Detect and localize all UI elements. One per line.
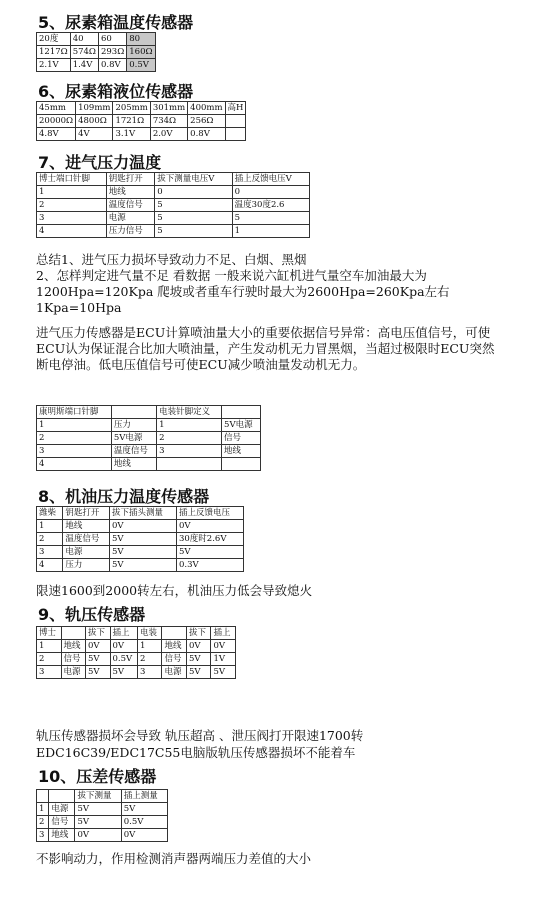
table-cell: 拔下 bbox=[86, 627, 111, 640]
table-cell: 256Ω bbox=[188, 115, 225, 128]
table-cell: 信号 bbox=[49, 816, 75, 829]
table-cell: 5V bbox=[176, 546, 243, 559]
table-cell: 5V bbox=[186, 666, 211, 679]
table-cell: 4V bbox=[76, 128, 113, 141]
table-cell: 3.1V bbox=[113, 128, 150, 141]
table-cell: 2 bbox=[37, 533, 63, 546]
table-cell: 0V bbox=[86, 640, 111, 653]
table-cell: 160Ω bbox=[127, 46, 155, 59]
table-cell: 5V电源 bbox=[222, 419, 261, 432]
table-cell: 插上反馈电压V bbox=[232, 173, 309, 186]
table-cell: 电源 bbox=[63, 546, 110, 559]
rail-pressure-note-2: EDC16C39/EDC17C55电脑版轨压传感器损坏不能着车 bbox=[36, 745, 356, 760]
table-cell: 20度 bbox=[37, 33, 71, 46]
table-cell: 拔下测量 bbox=[75, 790, 121, 803]
table-cell: 地线 bbox=[63, 520, 110, 533]
table-cell: 1 bbox=[37, 419, 112, 432]
table-cell: 高H bbox=[225, 102, 246, 115]
table-cell: 5 bbox=[232, 212, 309, 225]
rail-pressure-table bbox=[36, 626, 236, 679]
urea-temp-table bbox=[36, 32, 156, 72]
table-cell: 信号 bbox=[222, 432, 261, 445]
table-cell: 电源 bbox=[61, 666, 86, 679]
table-cell: 博士端口针脚 bbox=[37, 173, 107, 186]
summary-line-1: 总结1、进气压力损坏导致动力不足、白烟、黑烟 bbox=[36, 252, 307, 267]
table-cell: 2 bbox=[157, 432, 222, 445]
table-cell: 0V bbox=[211, 640, 236, 653]
table-cell: 电源 bbox=[49, 803, 75, 816]
table-cell: 压力 bbox=[111, 419, 156, 432]
table-cell: 地线 bbox=[106, 186, 155, 199]
table-cell: 拔下测量电压V bbox=[155, 173, 232, 186]
table-cell: 0V bbox=[75, 829, 121, 842]
table-cell: 1721Ω bbox=[113, 115, 150, 128]
differential-pressure-table bbox=[36, 789, 168, 842]
table-cell: 5 bbox=[155, 212, 232, 225]
table-cell: 2 bbox=[37, 816, 49, 829]
table-cell: 插上 bbox=[211, 627, 236, 640]
table-cell: 0.8V bbox=[98, 59, 126, 72]
intake-pressure-explanation: 进气压力传感器是ECU计算喷油量大小的重要依据信号异常：高电压值信号，可使ECU认为保证混合比加大喷油量，产生发动机无力冒黑烟，当超过极限时ECU突然断电停油。低电压值信号可使ECU减少喷油量发动机无力。 bbox=[36, 325, 495, 372]
table-cell: 0.8V bbox=[188, 128, 225, 141]
table-cell: 3 bbox=[37, 829, 49, 842]
table-cell: 2.0V bbox=[150, 128, 187, 141]
table-cell: 电源 bbox=[106, 212, 155, 225]
table-cell: 5V bbox=[110, 666, 137, 679]
table-cell: 4 bbox=[37, 458, 112, 471]
table-cell: 电装 bbox=[137, 627, 162, 640]
table-cell bbox=[157, 458, 222, 471]
table-cell: 插上反馈电压 bbox=[176, 507, 243, 520]
rail-pressure-note-1: 轨压传感器损坏会导致 轨压超高 、泄压阀打开限速1700转 bbox=[36, 728, 364, 743]
table-cell: 插上 bbox=[110, 627, 137, 640]
table-cell: 3 bbox=[157, 445, 222, 458]
table-cell: 5V bbox=[86, 653, 111, 666]
table-cell: 1.4V bbox=[70, 59, 98, 72]
table-cell: 4.8V bbox=[37, 128, 76, 141]
table-cell bbox=[37, 790, 49, 803]
table-cell: 5V bbox=[109, 559, 176, 572]
table-cell: 钥匙打开 bbox=[106, 173, 155, 186]
table-cell: 0.3V bbox=[176, 559, 243, 572]
table-cell: 5V bbox=[109, 546, 176, 559]
table-cell: 3 bbox=[37, 546, 63, 559]
table-cell: 45mm bbox=[37, 102, 76, 115]
table-cell: 温度信号 bbox=[63, 533, 110, 546]
table-cell: 拔下插头测量 bbox=[109, 507, 176, 520]
table-cell: 0.5V bbox=[110, 653, 137, 666]
table-cell: 潍柴 bbox=[37, 507, 63, 520]
summary-line-2: 2、怎样判定进气量不足 看数据 一般来说六缸机进气量空车加油最大为1200Hpa=120Kpa 爬坡或者重车行驶时最大为2600Hpa=260Kpa左右 1Kpa=10Hpa bbox=[36, 268, 450, 315]
table-cell: 3 bbox=[137, 666, 162, 679]
section-5-title: 5、尿素箱温度传感器 bbox=[38, 13, 194, 32]
cummins-denso-pin-table bbox=[36, 405, 261, 471]
table-cell: 40 bbox=[70, 33, 98, 46]
table-cell: 1 bbox=[157, 419, 222, 432]
differential-pressure-note: 不影响动力，作用检测消声器两端压力差值的大小 bbox=[36, 851, 312, 866]
table-cell: 1217Ω bbox=[37, 46, 71, 59]
table-cell: 109mm bbox=[76, 102, 113, 115]
table-cell: 0V bbox=[110, 640, 137, 653]
table-cell: 地线 bbox=[49, 829, 75, 842]
table-cell: 5 bbox=[155, 199, 232, 212]
table-cell: 293Ω bbox=[98, 46, 126, 59]
table-cell: 5V bbox=[186, 653, 211, 666]
table-cell: 0V bbox=[176, 520, 243, 533]
table-cell: 1 bbox=[37, 640, 62, 653]
table-cell: 2 bbox=[37, 199, 107, 212]
oil-pressure-table bbox=[36, 506, 244, 572]
table-cell: 80 bbox=[127, 33, 155, 46]
table-cell bbox=[222, 458, 261, 471]
table-cell: 压力 bbox=[63, 559, 110, 572]
table-cell: 1 bbox=[37, 520, 63, 533]
section-8-title: 8、机油压力温度传感器 bbox=[38, 487, 210, 506]
table-cell: 康明斯端口针脚 bbox=[37, 406, 112, 419]
table-cell: 2 bbox=[37, 432, 112, 445]
table-cell: 地线 bbox=[222, 445, 261, 458]
table-cell: 0 bbox=[155, 186, 232, 199]
table-cell: 0V bbox=[121, 829, 167, 842]
oil-pressure-note: 限速1600到2000转左右，机油压力低会导致熄火 bbox=[36, 583, 313, 598]
table-cell: 插上测量 bbox=[121, 790, 167, 803]
table-cell: 5V bbox=[121, 803, 167, 816]
table-cell bbox=[222, 406, 261, 419]
table-cell: 0V bbox=[186, 640, 211, 653]
table-cell: 5V bbox=[211, 666, 236, 679]
table-cell: 压力信号 bbox=[106, 225, 155, 238]
table-cell: 温度信号 bbox=[111, 445, 156, 458]
table-cell: 1 bbox=[37, 186, 107, 199]
table-cell: 60 bbox=[98, 33, 126, 46]
table-cell bbox=[225, 115, 246, 128]
table-cell: 温度信号 bbox=[106, 199, 155, 212]
table-cell: 2.1V bbox=[37, 59, 71, 72]
table-cell: 0V bbox=[109, 520, 176, 533]
table-cell: 5V bbox=[75, 803, 121, 816]
table-cell bbox=[61, 627, 86, 640]
table-cell: 2 bbox=[137, 653, 162, 666]
table-cell: 0 bbox=[232, 186, 309, 199]
table-cell bbox=[111, 406, 156, 419]
table-cell: 地线 bbox=[61, 640, 86, 653]
table-cell: 拔下 bbox=[186, 627, 211, 640]
table-cell: 信号 bbox=[61, 653, 86, 666]
table-cell: 20000Ω bbox=[37, 115, 76, 128]
table-cell: 5V bbox=[75, 816, 121, 829]
table-cell: 3 bbox=[37, 212, 107, 225]
table-cell: 1V bbox=[211, 653, 236, 666]
table-cell: 电源 bbox=[162, 666, 187, 679]
table-cell: 301mm bbox=[150, 102, 187, 115]
table-cell: 电装针脚定义 bbox=[157, 406, 222, 419]
table-cell: 5 bbox=[155, 225, 232, 238]
urea-level-table bbox=[36, 101, 246, 141]
table-cell: 574Ω bbox=[70, 46, 98, 59]
table-cell bbox=[49, 790, 75, 803]
table-cell: 温度30度2.6 bbox=[232, 199, 309, 212]
table-cell: 4 bbox=[37, 559, 63, 572]
table-cell: 1 bbox=[37, 803, 49, 816]
table-cell: 3 bbox=[37, 445, 112, 458]
table-cell: 5V电源 bbox=[111, 432, 156, 445]
table-cell: 4800Ω bbox=[76, 115, 113, 128]
intake-pressure-table bbox=[36, 172, 310, 238]
table-cell: 钥匙打开 bbox=[63, 507, 110, 520]
table-cell: 5V bbox=[109, 533, 176, 546]
table-cell bbox=[225, 128, 246, 141]
table-cell: 3 bbox=[37, 666, 62, 679]
table-cell: 1 bbox=[137, 640, 162, 653]
table-cell: 信号 bbox=[162, 653, 187, 666]
table-cell: 4 bbox=[37, 225, 107, 238]
table-cell: 1 bbox=[232, 225, 309, 238]
table-cell: 博士 bbox=[37, 627, 62, 640]
table-cell: 400mm bbox=[188, 102, 225, 115]
section-6-title: 6、尿素箱液位传感器 bbox=[38, 82, 194, 101]
table-cell: 734Ω bbox=[150, 115, 187, 128]
table-cell: 地线 bbox=[111, 458, 156, 471]
section-7-title: 7、进气压力温度 bbox=[38, 153, 162, 172]
table-cell: 地线 bbox=[162, 640, 187, 653]
table-cell bbox=[162, 627, 187, 640]
table-cell: 30度时2.6V bbox=[176, 533, 243, 546]
table-cell: 0.5V bbox=[121, 816, 167, 829]
table-cell: 0.5V bbox=[127, 59, 155, 72]
section-10-title: 10、压差传感器 bbox=[38, 767, 157, 786]
table-cell: 205mm bbox=[113, 102, 150, 115]
section-9-title: 9、轨压传感器 bbox=[38, 605, 146, 624]
table-cell: 5V bbox=[86, 666, 111, 679]
table-cell: 2 bbox=[37, 653, 62, 666]
